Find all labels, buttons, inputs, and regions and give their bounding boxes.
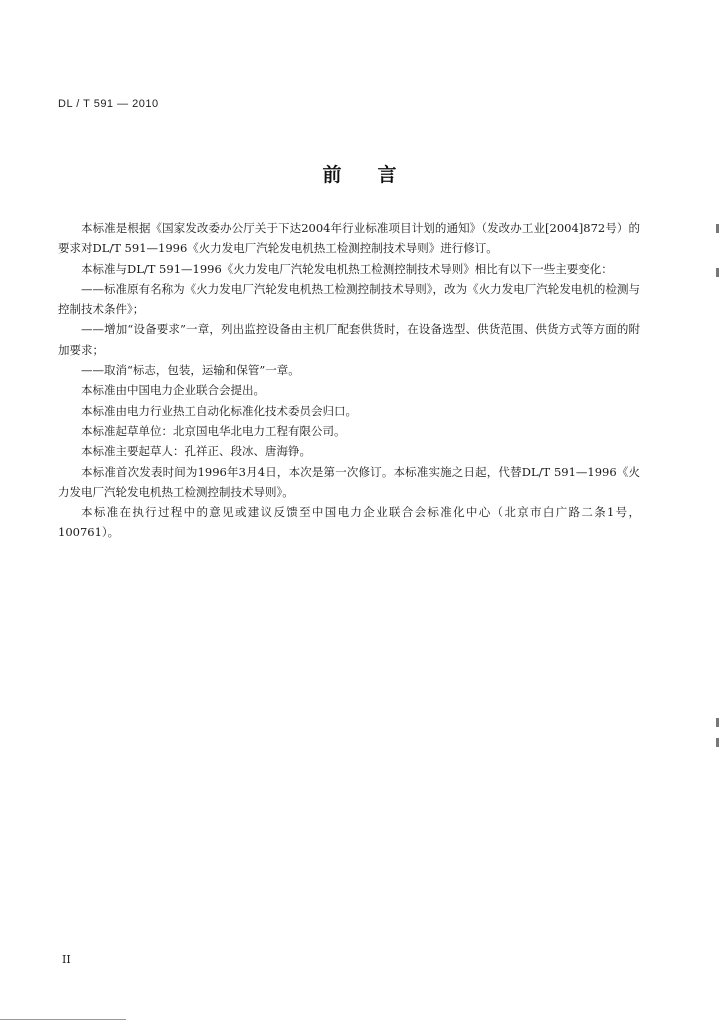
paragraph-drafters: 本标准主要起草人：孔祥正、段冰、唐海铮。 xyxy=(81,444,311,459)
edge-mark-4 xyxy=(716,738,719,747)
edge-mark-3 xyxy=(716,718,719,727)
paragraph-basis: 本标准是根据《国家发改委办公厅关于下达2004年行业标准项目计划的通知》（发改办工业[2004]872号）的要求对DL/T 591—1996《火力发电厂汽轮发电机热工检测控制技术导则》进行修订。 xyxy=(58,221,640,256)
foreword-body xyxy=(58,218,640,543)
title-char-2: 言 xyxy=(377,164,399,186)
bottom-divider xyxy=(0,1019,126,1020)
document-code: DL / T 591 — 2010 xyxy=(58,98,159,110)
page-number: II xyxy=(62,953,71,966)
title-char-1: 前 xyxy=(322,164,344,186)
list-item-add-chapter: ——增加“设备要求”一章，列出监控设备由主机厂配套供货时，在设备选型、供货范围、供货方式等方面的附加要求； xyxy=(58,322,640,357)
paragraph-publication-history: 本标准首次发表时间为1996年3月4日，本次是第一次修订。本标准实施之日起，代替DL/T 591—1996《火力发电厂汽轮发电机热工检测控制技术导则》。 xyxy=(58,464,640,499)
paragraph-feedback: 本标准在执行过程中的意见或建议反馈至中国电力企业联合会标准化中心（北京市白广路二条1号，100761）。 xyxy=(58,505,640,540)
list-item-name-change: ——标准原有名称为《火力发电厂汽轮发电机热工检测控制技术导则》，改为《火力发电厂汽轮发电机的检测与控制技术条件》； xyxy=(58,281,640,317)
paragraph-changes-intro: 本标准与DL/T 591—1996《火力发电厂汽轮发电机热工检测控制技术导则》相比有以下一些主要变化： xyxy=(81,261,613,276)
paragraph-drafting-unit: 本标准起草单位：北京国电华北电力工程有限公司。 xyxy=(81,423,346,438)
page-title xyxy=(0,160,721,187)
paragraph-administrator: 本标准由电力行业热工自动化标准化技术委员会归口。 xyxy=(81,403,357,418)
edge-mark-1 xyxy=(716,224,719,233)
list-item-remove-chapter: ——取消“标志，包装，运输和保管”一章。 xyxy=(81,363,300,378)
edge-mark-2 xyxy=(716,268,719,277)
paragraph-proposer: 本标准由中国电力企业联合会提出。 xyxy=(81,383,265,398)
